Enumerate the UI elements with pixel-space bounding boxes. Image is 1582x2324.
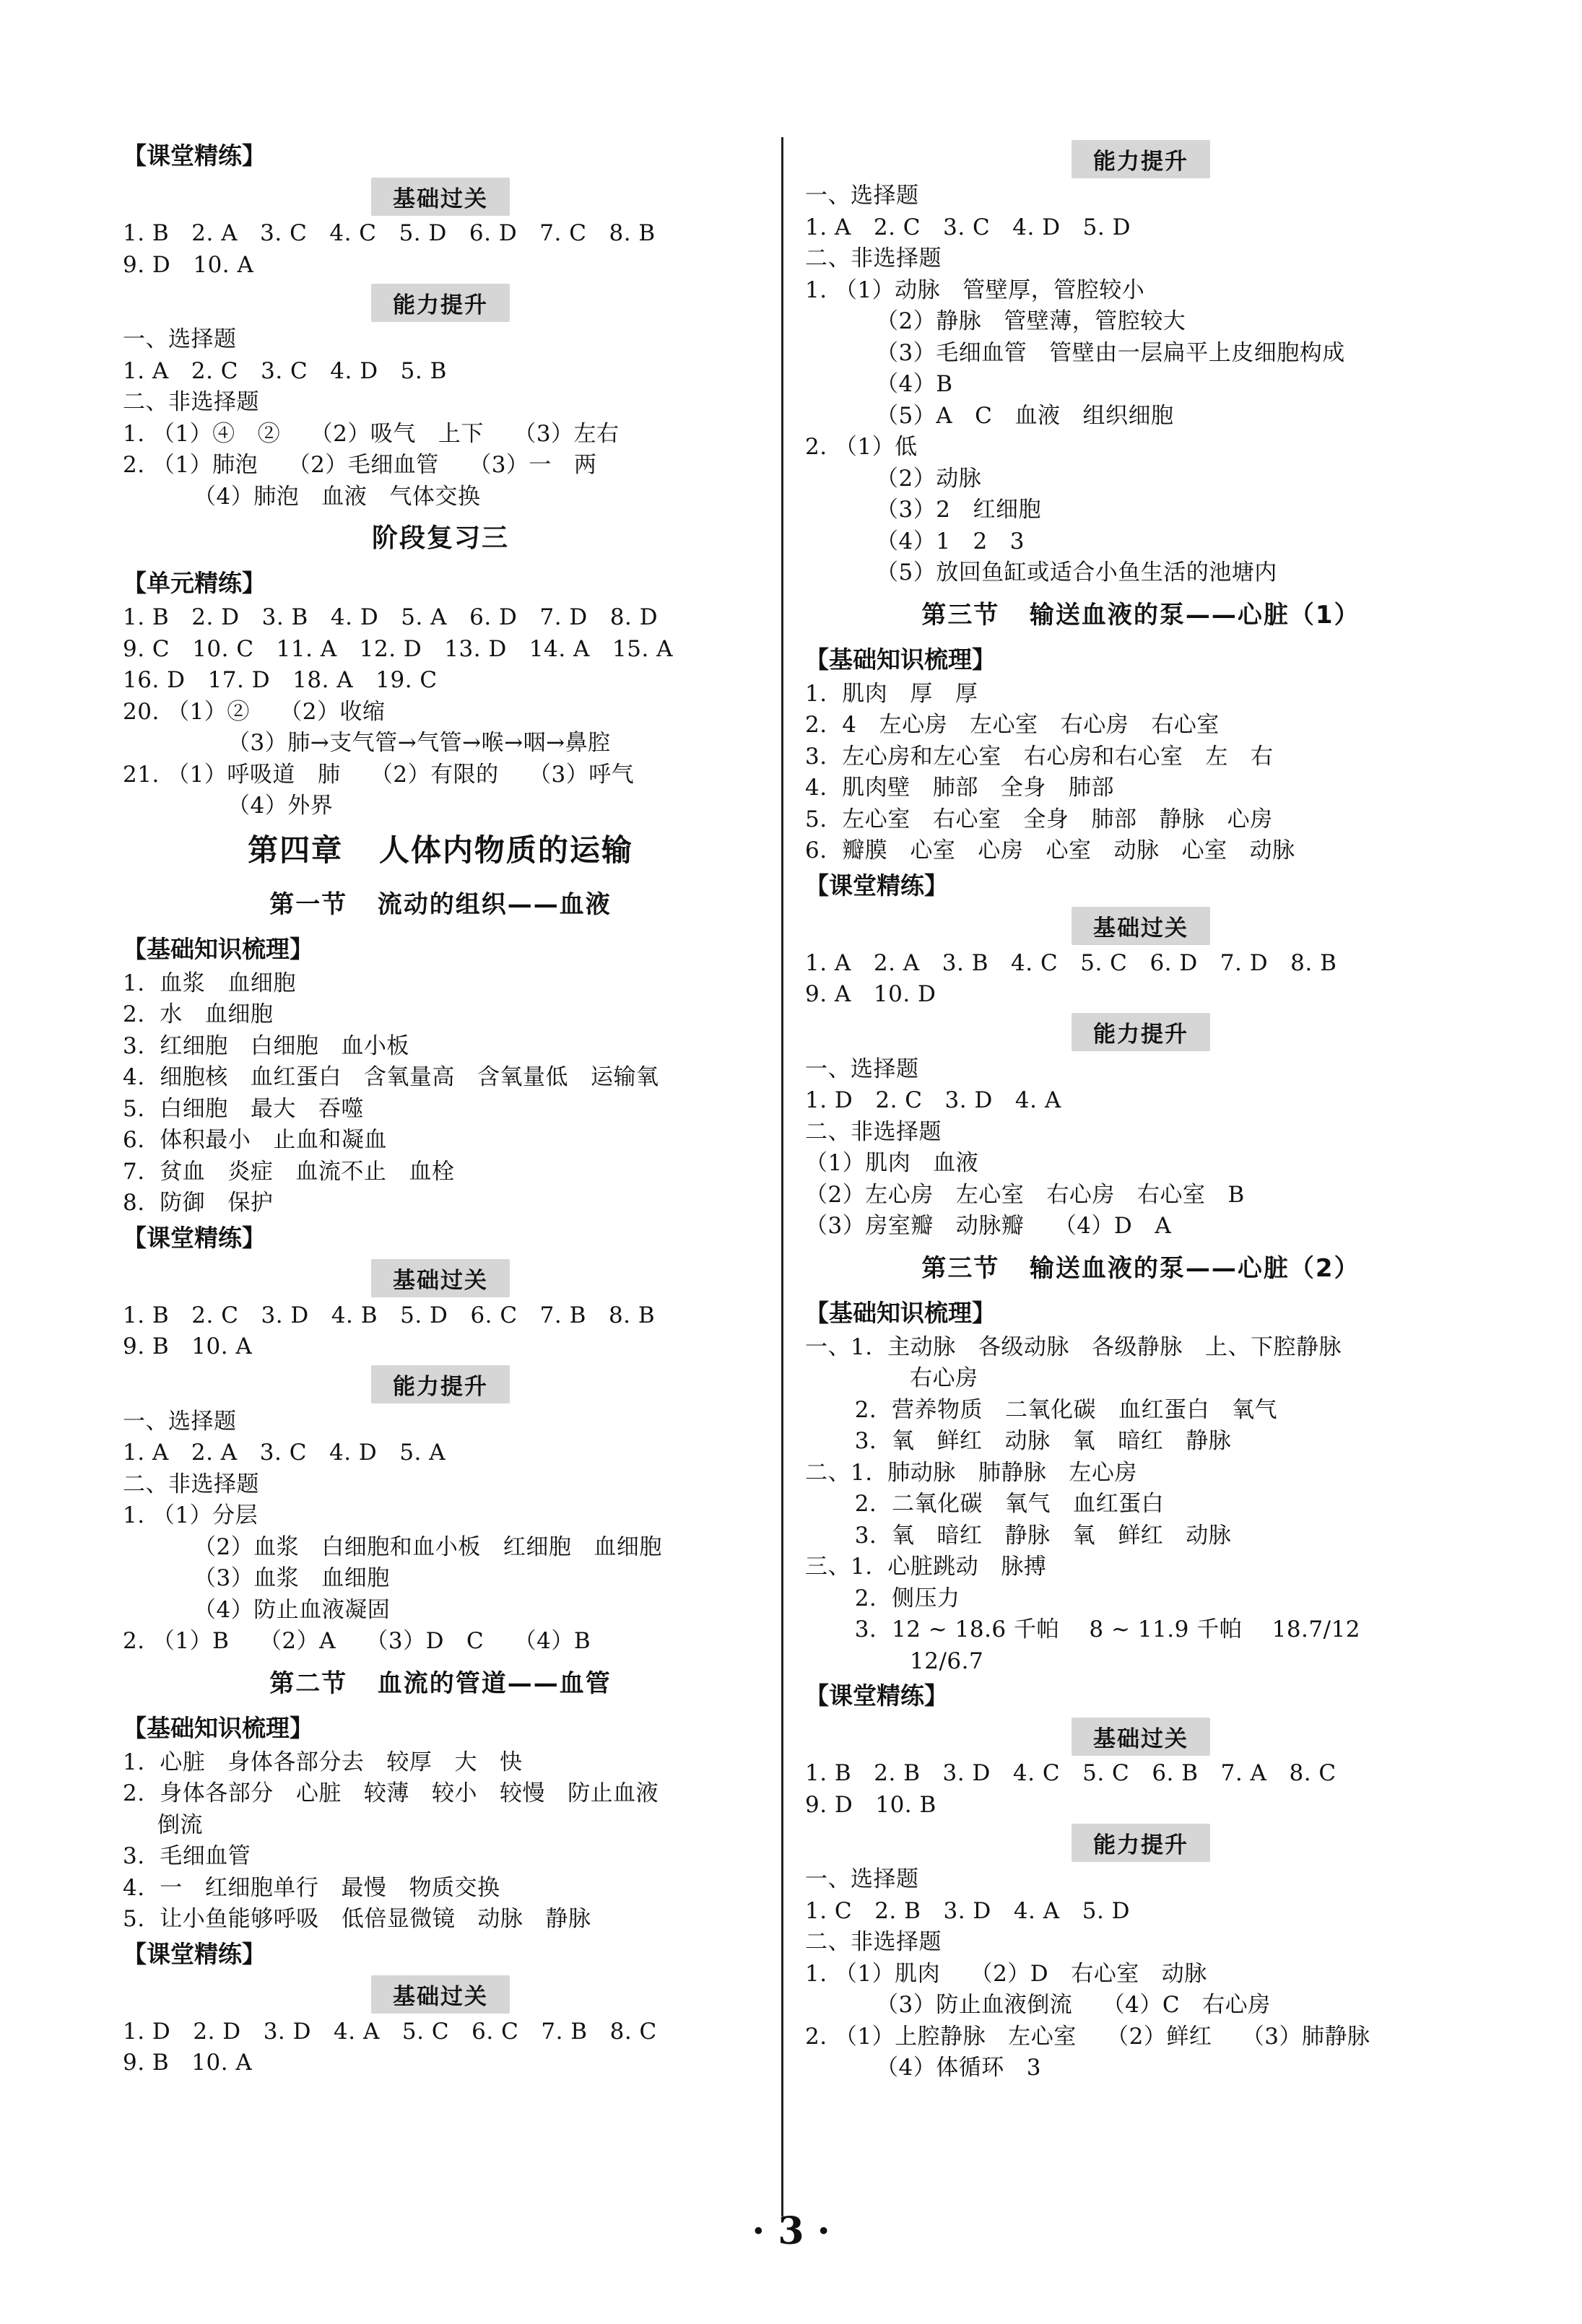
exercise-label: 【基础知识梳理】 [805, 645, 996, 674]
exercise-label: 【课堂精练】 [805, 871, 948, 900]
answer-line: 5. 白细胞 最大 吞噬 [123, 1095, 364, 1122]
answer-line: 一、选择题 [123, 1408, 237, 1435]
answer-line: 3. 红细胞 白细胞 血小板 [123, 1032, 409, 1059]
answer-line: 倒流 [157, 1811, 203, 1838]
answer-line: 一、选择题 [805, 1866, 919, 1892]
answer-line: （4）外界 [227, 793, 334, 819]
answer-line: 1. B 2. B 3. D 4. C 5. C 6. B 7. A 8. C [805, 1760, 1337, 1786]
answer-line: （4）体循环 3 [876, 2055, 1042, 2081]
exercise-label: 【基础知识梳理】 [123, 1713, 313, 1742]
answer-line: （4）1 2 3 [876, 528, 1025, 554]
answer-line: 6. 体积最小 止血和凝血 [123, 1127, 387, 1153]
section-heading: 第三节 输送血液的泵——心脏（2） [921, 1253, 1360, 1283]
answer-line: （3）2 红细胞 [876, 497, 1042, 523]
section-badge: 基础过关 [1072, 907, 1210, 945]
answer-line: 2. （1）肺泡 （2）毛细血管 （3）一 两 [123, 452, 597, 478]
answer-line: （5）A C 血液 组织细胞 [876, 402, 1174, 429]
answer-line: 3. 氧 鲜红 动脉 氧 暗红 静脉 [840, 1428, 1232, 1454]
answer-line: （2）静脉 管壁薄，管腔较大 [876, 308, 1186, 334]
answer-line: 1. （1）肌肉 （2）D 右心室 动脉 [805, 1960, 1207, 1987]
answer-line: 9. D 10. B [805, 1791, 936, 1818]
answer-line: 6. 瓣膜 心室 心房 心室 动脉 心室 动脉 [805, 837, 1295, 863]
answer-line: 9. B 10. A [123, 1333, 253, 1359]
section-badge: 基础过关 [371, 178, 510, 216]
answer-line: 1. （1）分层 [123, 1502, 258, 1528]
answer-line: 2. （1）B （2）A （3）D C （4）B [123, 1628, 591, 1654]
answer-line: （5）放回鱼缸或适合小鱼生活的池塘内 [876, 560, 1277, 586]
answer-line: 2. 营养物质 二氧化碳 血红蛋白 氧气 [840, 1396, 1278, 1423]
section-heading: 第二节 血流的管道——血管 [269, 1668, 612, 1698]
answer-line: （4）B [876, 371, 953, 397]
answer-line: 16. D 17. D 18. A 19. C [123, 667, 438, 693]
answer-line: （4）肺泡 血液 气体交换 [194, 483, 481, 510]
section-badge-row [123, 175, 758, 218]
answer-line: 5. 左心室 右心室 全身 肺部 静脉 心房 [805, 806, 1273, 832]
answer-line: 1. D 2. C 3. D 4. A [805, 1087, 1061, 1113]
answer-line: （2）血浆 白细胞和血小板 红细胞 血细胞 [194, 1533, 662, 1560]
page-number: · 3 · [752, 2209, 830, 2253]
exercise-label: 【基础知识梳理】 [805, 1298, 996, 1327]
answer-line: （3）毛细血管 管壁由一层扁平上皮细胞构成 [876, 339, 1345, 366]
answer-line: 1. 心脏 身体各部分去 较厚 大 快 [123, 1749, 523, 1775]
answer-line: 2. 二氧化碳 氧气 血红蛋白 [840, 1491, 1165, 1517]
answer-line: 1. A 2. A 3. B 4. C 5. C 6. D 7. D 8. B [805, 949, 1337, 976]
answer-line: 4. 细胞核 血红蛋白 含氧量高 含氧量低 运输氧 [123, 1064, 659, 1090]
section-badge: 能力提升 [1072, 140, 1210, 178]
section-badge-row [123, 1257, 758, 1300]
answer-line: （2）左心房 左心室 右心房 右心室 B [805, 1181, 1245, 1208]
answer-line: 一、选择题 [123, 326, 237, 352]
answer-line: 一、选择题 [805, 1056, 919, 1082]
answer-line: 二、非选择题 [805, 245, 942, 271]
answer-line: 7. 贫血 炎症 血流不止 血栓 [123, 1158, 455, 1185]
answer-line: （3）血浆 血细胞 [194, 1565, 390, 1591]
answer-line: 9. C 10. C 11. A 12. D 13. D 14. A 15. A [123, 635, 674, 662]
answer-line: 4. 肌肉壁 肺部 全身 肺部 [805, 775, 1114, 801]
answer-line: 3. 毛细血管 [123, 1843, 251, 1869]
answer-line: 1. D 2. D 3. D 4. A 5. C 6. C 7. B 8. C [123, 2018, 657, 2045]
section-badge-row [123, 281, 758, 324]
answer-line: 8. 防御 保护 [123, 1190, 274, 1216]
section-badge-row [805, 1011, 1477, 1054]
answer-line: （3）房室瓣 动脉瓣 （4）D A [805, 1213, 1172, 1239]
answer-line: 二、非选择题 [805, 1929, 942, 1955]
answer-line: 2. （1）上腔静脉 左心室 （2）鲜红 （3）肺静脉 [805, 2023, 1370, 2050]
answer-line: 2. 身体各部分 心脏 较薄 较小 较慢 防止血液 [123, 1780, 659, 1806]
answer-line: 二、1. 肺动脉 肺静脉 左心房 [805, 1459, 1137, 1486]
exercise-label: 【课堂精练】 [805, 1681, 948, 1710]
section-badge-row [805, 1715, 1477, 1758]
section-badge-row [123, 1973, 758, 2016]
answer-line: 1. A 2. A 3. C 4. D 5. A [123, 1440, 446, 1466]
answer-line: 9. D 10. A [123, 251, 254, 278]
answer-line: 1. A 2. C 3. C 4. D 5. B [123, 357, 447, 384]
answer-line: 20. （1）② （2）收缩 [123, 698, 386, 725]
section-badge: 能力提升 [371, 284, 510, 322]
answer-line: 1. （1）④ ② （2）吸气 上下 （3）左右 [123, 420, 620, 447]
section-badge-row [123, 1363, 758, 1406]
exercise-label: 【单元精练】 [123, 569, 266, 597]
answer-line: 9. B 10. A [123, 2050, 253, 2076]
section-badge-row [805, 1821, 1477, 1864]
answer-line: 2. （1）低 [805, 434, 918, 460]
answer-line: 二、非选择题 [805, 1118, 942, 1145]
section-badge-row [805, 905, 1477, 948]
answer-line: 2. 4 左心房 左心室 右心房 右心室 [805, 712, 1220, 738]
answer-line: 1. A 2. C 3. C 4. D 5. D [805, 214, 1131, 240]
answer-line: （1）肌肉 血液 [805, 1150, 979, 1176]
section-badge: 基础过关 [1072, 1718, 1210, 1756]
answer-line: 一、选择题 [805, 183, 919, 209]
answer-line: 三、1. 心脏跳动 脉搏 [805, 1554, 1047, 1580]
answer-line: 1. （1）动脉 管壁厚，管腔较小 [805, 277, 1145, 303]
section-badge: 能力提升 [1072, 1013, 1210, 1051]
answer-line: 1. 肌肉 厚 厚 [805, 680, 978, 707]
left-column [123, 137, 758, 2079]
answer-line: 3. 左心房和左心室 右心房和右心室 左 右 [805, 743, 1274, 770]
answer-line: 右心房 [910, 1365, 978, 1391]
answer-line: 21. （1）呼吸道 肺 （2）有限的 （3）呼气 [123, 761, 635, 788]
section-heading: 第三节 输送血液的泵——心脏（1） [921, 600, 1360, 630]
section-badge: 基础过关 [371, 1259, 510, 1297]
answer-line: 一、1. 主动脉 各级动脉 各级静脉 上、下腔静脉 [805, 1333, 1342, 1360]
answer-line: 1. B 2. A 3. C 4. C 5. D 6. D 7. C 8. B [123, 220, 656, 246]
section-badge: 能力提升 [371, 1365, 510, 1403]
answer-line: 5. 让小鱼能够呼吸 低倍显微镜 动脉 静脉 [123, 1906, 591, 1932]
answer-line: 1. C 2. B 3. D 4. A 5. D [805, 1897, 1130, 1924]
answer-line: 1. B 2. C 3. D 4. B 5. D 6. C 7. B 8. B [123, 1302, 656, 1328]
answer-line: 1. 血浆 血细胞 [123, 970, 296, 996]
exercise-label: 【基础知识梳理】 [123, 934, 313, 963]
section-badge: 基础过关 [371, 1975, 510, 2014]
answer-line: 3. 12 ~ 18.6 千帕 8 ~ 11.9 千帕 18.7/12 [840, 1616, 1361, 1642]
exercise-label: 【课堂精练】 [123, 142, 266, 170]
answer-line: 2. 水 血细胞 [123, 1001, 274, 1027]
section-badge-row [805, 137, 1477, 180]
answer-line: （4）防止血液凝固 [194, 1596, 391, 1623]
answer-line: 3. 氧 暗红 静脉 氧 鲜红 动脉 [840, 1522, 1232, 1549]
section-heading: 第四章 人体内物质的运输 [248, 832, 633, 868]
answer-line: 2. 侧压力 [840, 1585, 960, 1611]
section-heading: 第一节 流动的组织——血液 [269, 889, 612, 919]
answer-line: （2）动脉 [876, 465, 982, 492]
section-badge: 能力提升 [1072, 1824, 1210, 1862]
answer-line: 4. 一 红细胞单行 最慢 物质交换 [123, 1874, 500, 1901]
answer-line: （3）肺→支气管→气管→喉→咽→鼻腔 [227, 730, 611, 756]
section-heading: 阶段复习三 [371, 523, 509, 553]
answer-line: 9. A 10. D [805, 981, 936, 1007]
exercise-label: 【课堂精练】 [123, 1223, 266, 1252]
column-divider [781, 137, 783, 2216]
answer-line: 1. B 2. D 3. B 4. D 5. A 6. D 7. D 8. D [123, 604, 659, 630]
exercise-label: 【课堂精练】 [123, 1939, 266, 1968]
answer-line: 二、非选择题 [123, 1471, 259, 1497]
answer-line: （3）防止血液倒流 （4）C 右心房 [876, 1992, 1271, 2018]
answer-line: 12/6.7 [910, 1648, 984, 1674]
right-column [805, 137, 1477, 2084]
answer-line: 二、非选择题 [123, 389, 259, 415]
